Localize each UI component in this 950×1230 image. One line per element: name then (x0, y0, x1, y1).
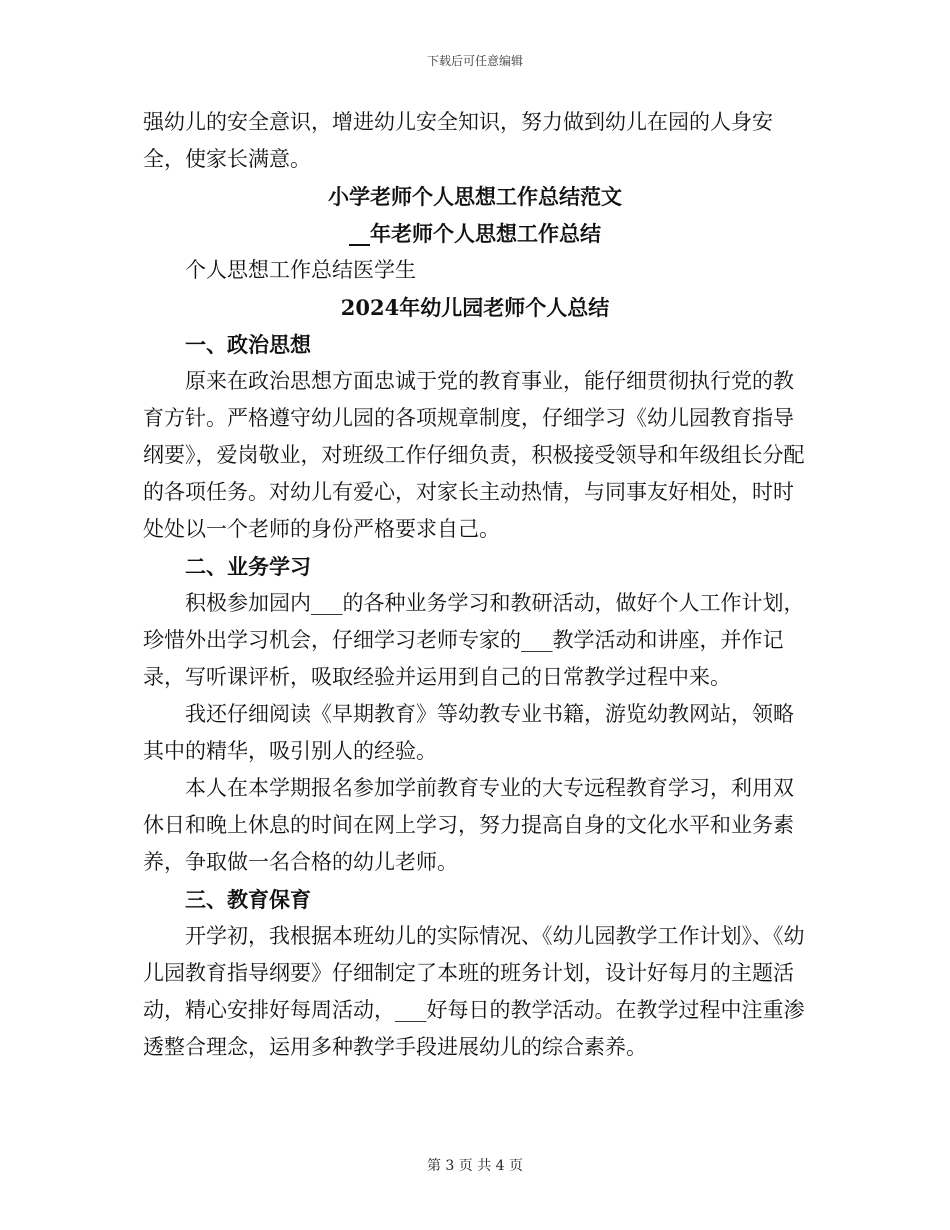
plain-line: 个人思想工作总结医学生 (185, 258, 416, 282)
document-body (143, 104, 807, 1066)
section-heading: 三、教育保育 (185, 887, 311, 912)
section-paragraph: 我还仔细阅读《早期教育》等幼教专业书籍，游览幼教网站，领略其中的精华，吸引别人的经验。 (143, 702, 794, 763)
section-paragraph: 积极参加园内___的各种业务学习和教研活动，做好个人工作计划，珍惜外出学习机会，仔细学习老师专家的___教学活动和讲座，并作记录，写听课评析，吸取经验并运用到自己的日常教学过程中来。 (143, 591, 805, 689)
section-heading: 一、政治思想 (185, 332, 311, 357)
title-1: 小学老师个人思想工作总结范文 (328, 184, 622, 209)
section-paragraph: 本人在本学期报名参加学前教育专业的大专远程教育学习，利用双休日和晚上休息的时间在网上学习，努力提高自身的文化水平和业务素养，争取做一名合格的幼儿老师。 (143, 776, 794, 874)
section-paragraph: 开学初，我根据本班幼儿的实际情况、《幼儿园教学工作计划》、《幼儿园教育指导纲要》仔细制定了本班的班务计划，设计好每月的主题活动，精心安排好每周活动，___好每日的教学活动。在教学过程中注重渗透整合理念，运用多种教学手段进展幼儿的综合素养。 (143, 924, 805, 1059)
page-header: 下载后可任意编辑 (426, 54, 523, 68)
section-heading: 二、业务学习 (185, 554, 311, 579)
page-footer: 第 3 页 共 4 页 (426, 1158, 524, 1174)
section-paragraph: 原来在政治思想方面忠诚于党的教育事业，能仔细贯彻执行党的教育方针。严格遵守幼儿园的各项规章制度，仔细学习《幼儿园教育指导纲要》，爱岗敬业，对班级工作仔细负责，积极接受领导和年级组长分配的各项任务。对幼儿有爱心，对家长主动热情，与同事友好相处，时时处处以一个老师的身份严格要求自己。 (143, 369, 805, 541)
title-2: __年老师个人思想工作总结 (349, 221, 601, 246)
intro-paragraph: 强幼儿的安全意识，增进幼儿安全知识，努力做到幼儿在园的人身安全，使家长满意。 (143, 110, 773, 171)
main-title: 2024年幼儿园老师个人总结 (340, 295, 610, 320)
